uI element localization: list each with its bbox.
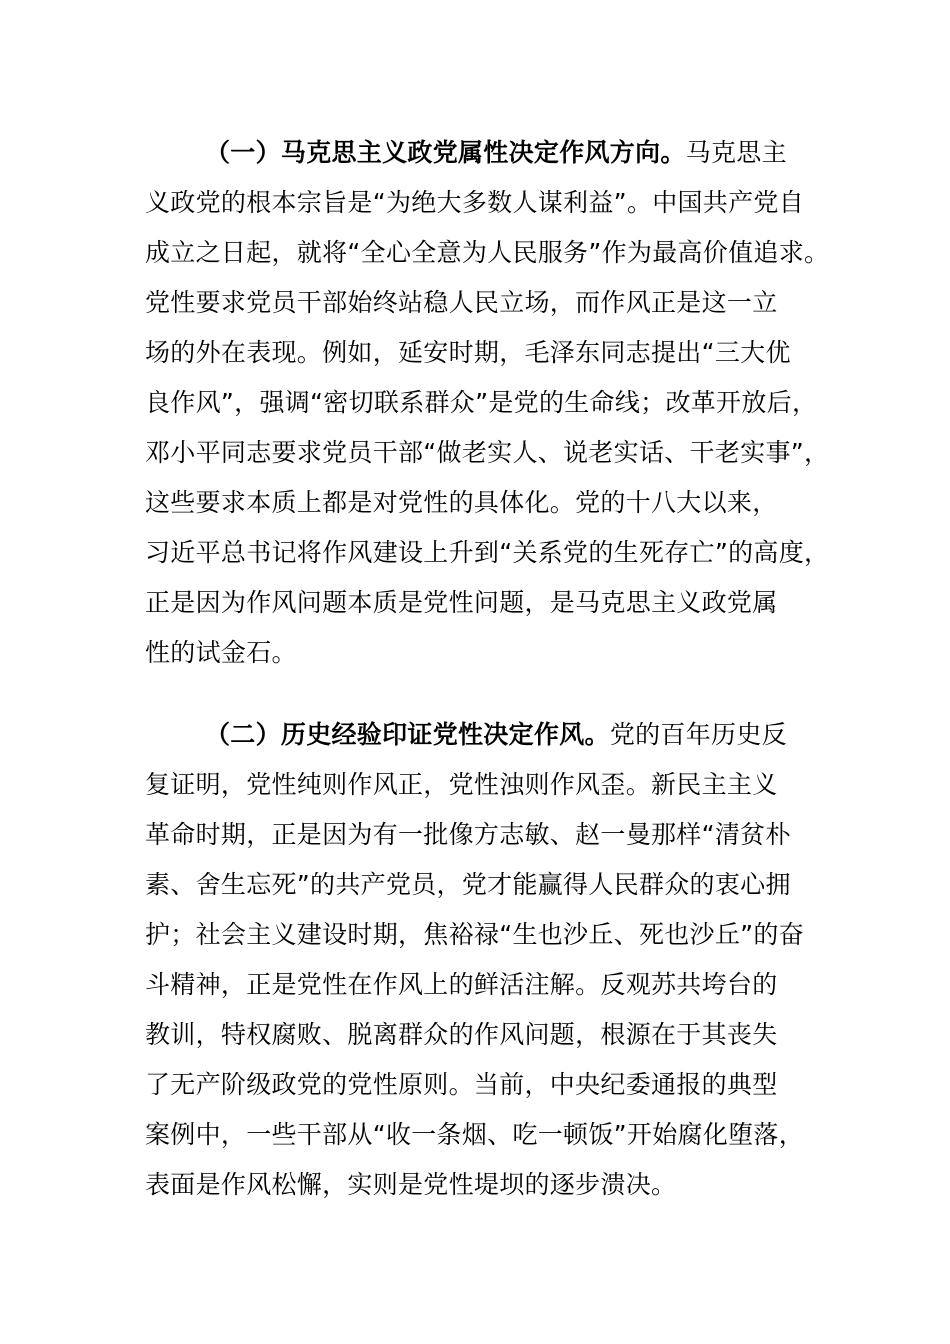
paragraph-line: 素、舍生忘死”的共产党员，党才能赢得人民群众的衷心拥 (145, 870, 791, 899)
section-heading: （一）马克思主义政党属性决定作风方向。 (205, 138, 686, 167)
paragraph-line: 性的试金石。 (145, 638, 297, 667)
paragraph-line: 斗精神，正是党性在作风上的鲜活注解。反观苏共垮台的 (145, 970, 778, 999)
paragraph-text: 党的百年历史反 (609, 720, 787, 749)
paragraph-line: 这些要求本质上都是对党性的具体化。党的十八大以来， (145, 488, 778, 517)
paragraph-line: 革命时期，正是因为有一批像方志敏、赵一曼那样“清贫朴 (145, 820, 791, 849)
paragraph-line: 场的外在表现。例如，延安时期，毛泽东同志提出“三大优 (145, 338, 791, 367)
paragraph-line: 护；社会主义建设时期，焦裕禄“生也沙丘、死也沙丘”的奋 (145, 920, 805, 949)
paragraph-line: 表面是作风松懈，实则是党性堤坝的逐步溃决。 (145, 1170, 677, 1199)
paragraph-line: 成立之日起，就将“全心全意为人民服务”作为最高价值追求。 (145, 238, 830, 267)
paragraph-line: 习近平总书记将作风建设上升到“关系党的生死存亡”的高度， (145, 538, 830, 567)
paragraph-first-line (145, 128, 835, 178)
paragraph-line: 邓小平同志要求党员干部“做老实人、说老实话、干老实事”， (145, 438, 830, 467)
paragraph-line: 案例中，一些干部从“收一条烟、吃一顿饭”开始腐化堕落， (145, 1120, 805, 1149)
paragraph-first-line (145, 710, 835, 760)
paragraph-line: 正是因为作风问题本质是党性问题，是马克思主义政党属 (145, 588, 778, 617)
paragraph-text: 马克思主 (685, 138, 787, 167)
paragraph-line: 教训，特权腐败、脱离群众的作风问题，根源在于其丧失 (145, 1020, 778, 1049)
paragraph-line: 党性要求党员干部始终站稳人民立场，而作风正是这一立 (145, 288, 778, 317)
section-one (145, 128, 835, 678)
paragraph-line: 复证明，党性纯则作风正，党性浊则作风歪。新民主主义 (145, 770, 778, 799)
section-heading: （二）历史经验印证党性决定作风。 (205, 720, 610, 749)
paragraph-line: 义政党的根本宗旨是“为绝大多数人谋利益”。中国共产党自 (145, 188, 805, 217)
paragraph-line: 良作风”，强调“密切联系群众”是党的生命线；改革开放后， (145, 388, 818, 417)
paragraph-line: 了无产阶级政党的党性原则。当前，中央纪委通报的典型 (145, 1070, 778, 1099)
section-two (145, 710, 835, 1210)
